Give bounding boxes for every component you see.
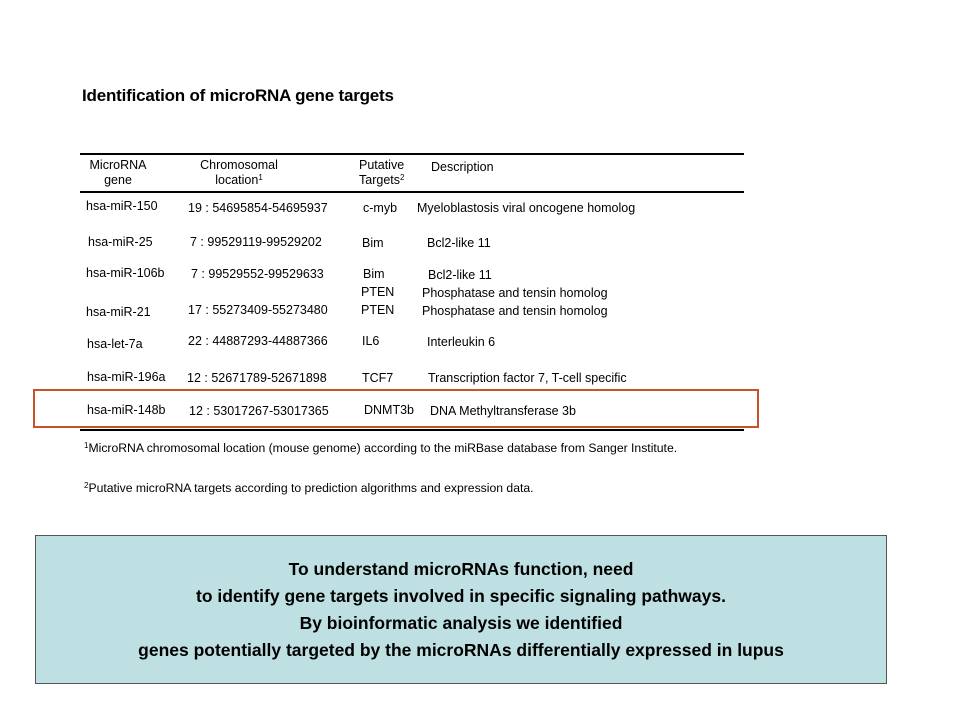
header-putative-line2	[359, 173, 404, 188]
highlighted-row-frame	[33, 389, 759, 428]
header-description: Description	[431, 160, 494, 174]
header-microrna-gene	[88, 158, 148, 188]
cell-target: Bim	[363, 267, 385, 281]
cell-mirna: hsa-miR-25	[88, 235, 153, 249]
cell-location: 19 : 54695854-54695937	[188, 201, 328, 215]
cell-mirna: hsa-miR-106b	[86, 266, 165, 280]
cell-target: Bim	[362, 236, 384, 250]
footnote-1-mark: 1	[84, 441, 89, 450]
table-bottom-rule	[80, 429, 744, 431]
table-top-rule	[80, 153, 744, 155]
cell-location: 17 : 55273409-55273480	[188, 303, 328, 317]
cell-description: DNA Methyltransferase 3b	[430, 404, 576, 418]
cell-description: Bcl2-like 11	[427, 236, 491, 250]
cell-target: c-myb	[363, 201, 398, 215]
header-chromosomal-line1: Chromosomal	[200, 158, 278, 172]
header-putative-line1: Putative	[359, 158, 405, 172]
callout-line-1: To understand microRNAs function, need	[288, 558, 634, 579]
header-chromosomal-location	[193, 158, 285, 188]
header-putative-targets	[359, 158, 404, 188]
cell-description: Interleukin 6	[427, 335, 496, 349]
cell-description: Bcl2-like 11	[428, 268, 492, 282]
cell-mirna: hsa-miR-150	[86, 199, 158, 213]
cell-mirna: hsa-miR-21	[86, 305, 151, 319]
header-chromosomal-line2	[193, 173, 285, 188]
callout-line-2: to identify gene targets involved in specific signaling pathways.	[196, 585, 726, 606]
cell-mirna: hsa-let-7a	[87, 337, 143, 351]
cell-description: Transcription factor 7, T-cell specific	[428, 371, 627, 385]
header-location-text: location	[215, 173, 259, 187]
footnote-2-text: Putative microRNA targets according to prediction algorithms and expression data.	[88, 481, 534, 495]
cell-location: 7 : 99529552-99529633	[191, 267, 324, 281]
callout-line-3: By bioinformatic analysis we identified	[299, 612, 623, 633]
footnote-2-mark: 2	[84, 481, 89, 490]
cell-target: IL6	[362, 334, 380, 348]
cell-location: 12 : 52671789-52671898	[187, 371, 327, 385]
cell-mirna: hsa-miR-196a	[87, 370, 166, 384]
cell-location: 12 : 53017267-53017365	[189, 404, 329, 418]
cell-target: PTEN	[361, 303, 395, 317]
footnote-2	[84, 481, 744, 496]
cell-target: DNMT3b	[364, 403, 415, 417]
cell-description: Phosphatase and tensin homolog	[422, 304, 608, 318]
callout-line-4: genes potentially targeted by the microRNAs differentially expressed in lupus	[138, 639, 784, 660]
cell-mirna: hsa-miR-148b	[87, 403, 166, 417]
cell-target: PTEN	[361, 285, 395, 299]
cell-description: Myeloblastosis viral oncogene homolog	[417, 201, 636, 215]
table-header-rule	[80, 191, 744, 193]
header-targets-footnote-mark: 2	[400, 173, 405, 182]
cell-location: 7 : 99529119-99529202	[190, 235, 322, 249]
header-targets-text: Targets	[359, 173, 400, 187]
header-microrna-line2: gene	[104, 173, 132, 187]
cell-location: 22 : 44887293-44887366	[188, 334, 328, 348]
cell-target: TCF7	[362, 371, 394, 385]
footnote-1-text: MicroRNA chromosomal location (mouse genome) according to the miRBase database from Sanger Institute.	[88, 441, 678, 455]
header-microrna-line1: MicroRNA	[89, 158, 147, 172]
footnote-1	[84, 441, 744, 456]
summary-callout-box	[35, 535, 887, 684]
cell-description: Phosphatase and tensin homolog	[422, 286, 608, 300]
slide-title: Identification of microRNA gene targets	[82, 86, 394, 105]
header-location-footnote-mark: 1	[258, 173, 263, 182]
